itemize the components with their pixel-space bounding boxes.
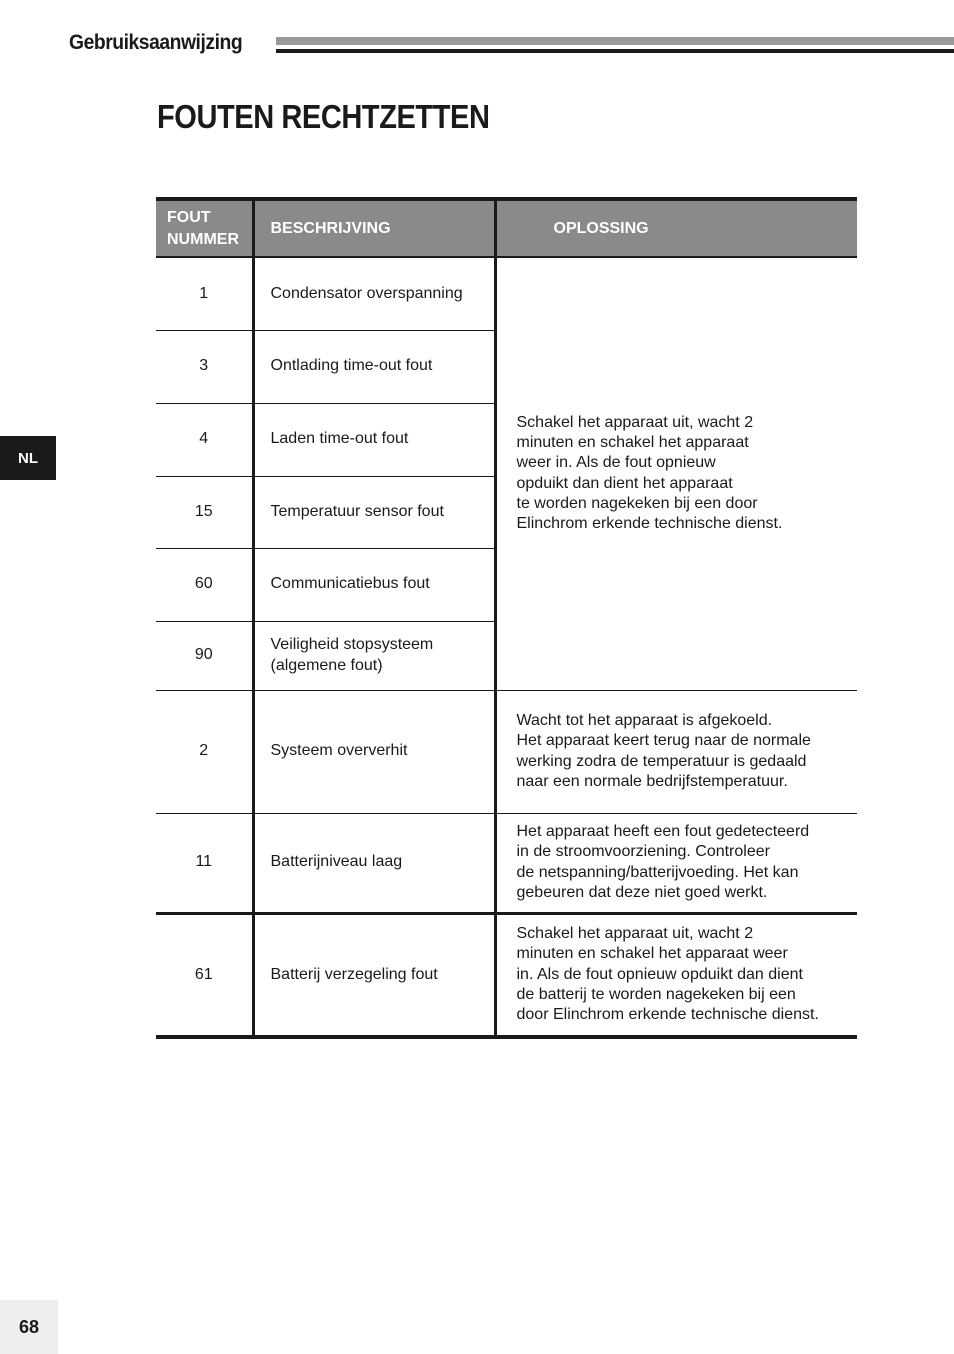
error-table (156, 197, 857, 1039)
table-header-row (156, 199, 857, 257)
error-description (253, 621, 495, 690)
description-line: Veiligheid stopsysteem (270, 636, 434, 654)
manual-header-title: Gebruiksaanwijzing (69, 31, 243, 54)
error-solution (495, 690, 857, 813)
solution-line: naar een normale bedrijfstemperatuur. (516, 772, 788, 790)
error-description: Systeem oververhit (253, 690, 495, 813)
solution-line: Wacht tot het apparaat is afgekoeld. (516, 711, 773, 729)
column-header-solution: OPLOSSING (495, 199, 857, 257)
solution-line: opduikt dan dient het apparaat (516, 474, 733, 492)
error-number: 61 (194, 965, 213, 983)
error-number: 15 (156, 476, 253, 548)
solution-line: in de stroomvoorziening. Controleer (516, 843, 770, 861)
solution-line: minuten en schakel het apparaat (516, 434, 749, 452)
error-description: Temperatuur sensor fout (253, 476, 495, 548)
solution-line: minuten en schakel het apparaat weer (516, 945, 788, 963)
error-description: Ontlading time-out fout (253, 330, 495, 403)
solution-line: Het apparaat keert terug naar de normale (516, 732, 811, 750)
error-solution (495, 257, 857, 690)
error-number: 1 (156, 257, 253, 330)
column-header-error-number (156, 199, 253, 257)
column-header-line: FOUT (167, 208, 211, 226)
description-line: (algemene fout) (270, 656, 383, 674)
solution-line: Schakel het apparaat uit, wacht 2 (516, 413, 754, 431)
error-description: Laden time-out fout (253, 403, 495, 476)
table-row (156, 913, 857, 1037)
solution-line: Het apparaat heeft een fout gedetecteerd (516, 822, 810, 840)
solution-line: gebeuren dat deze niet goed werkt. (516, 883, 768, 901)
error-number: 60 (156, 548, 253, 621)
solution-line: de netspanning/batterijvoeding. Het kan (516, 863, 799, 881)
error-solution (495, 913, 857, 1037)
page-heading: FOUTEN RECHTZETTEN (157, 98, 490, 135)
error-number: 2 (156, 690, 253, 813)
language-tab: NL (0, 436, 56, 480)
column-header-description: BESCHRIJVING (253, 199, 495, 257)
error-solution (495, 813, 857, 913)
table-row (156, 813, 857, 913)
error-description: Communicatiebus fout (253, 548, 495, 621)
error-description: Batterijniveau laag (253, 813, 495, 913)
error-number: 11 (156, 813, 253, 913)
solution-line: de batterij te worden nagekeken bij een (516, 985, 796, 1003)
solution-line: werking zodra de temperatuur is gedaald (516, 752, 807, 770)
solution-line: door Elinchrom erkende technische dienst. (516, 1006, 819, 1024)
solution-line: weer in. Als de fout opnieuw (516, 454, 716, 472)
solution-line: te worden nagekeken bij een door (516, 495, 758, 513)
table-row (156, 690, 857, 813)
error-number: 90 (156, 621, 253, 690)
header-rule-grey (276, 37, 954, 45)
table-row (156, 257, 857, 330)
page-number: 68 (0, 1300, 58, 1354)
solution-line: Schakel het apparaat uit, wacht 2 (516, 925, 754, 942)
error-description: Batterij verzegeling fout (253, 913, 495, 1037)
error-description: Condensator overspanning (253, 257, 495, 330)
solution-line: Elinchrom erkende technische dienst. (516, 515, 783, 533)
column-header-line: NUMMER (167, 230, 239, 248)
error-number: 4 (156, 403, 253, 476)
header-rule-black (276, 49, 954, 53)
solution-line: in. Als de fout opnieuw opduikt dan dient (516, 965, 803, 983)
error-number: 3 (156, 330, 253, 403)
